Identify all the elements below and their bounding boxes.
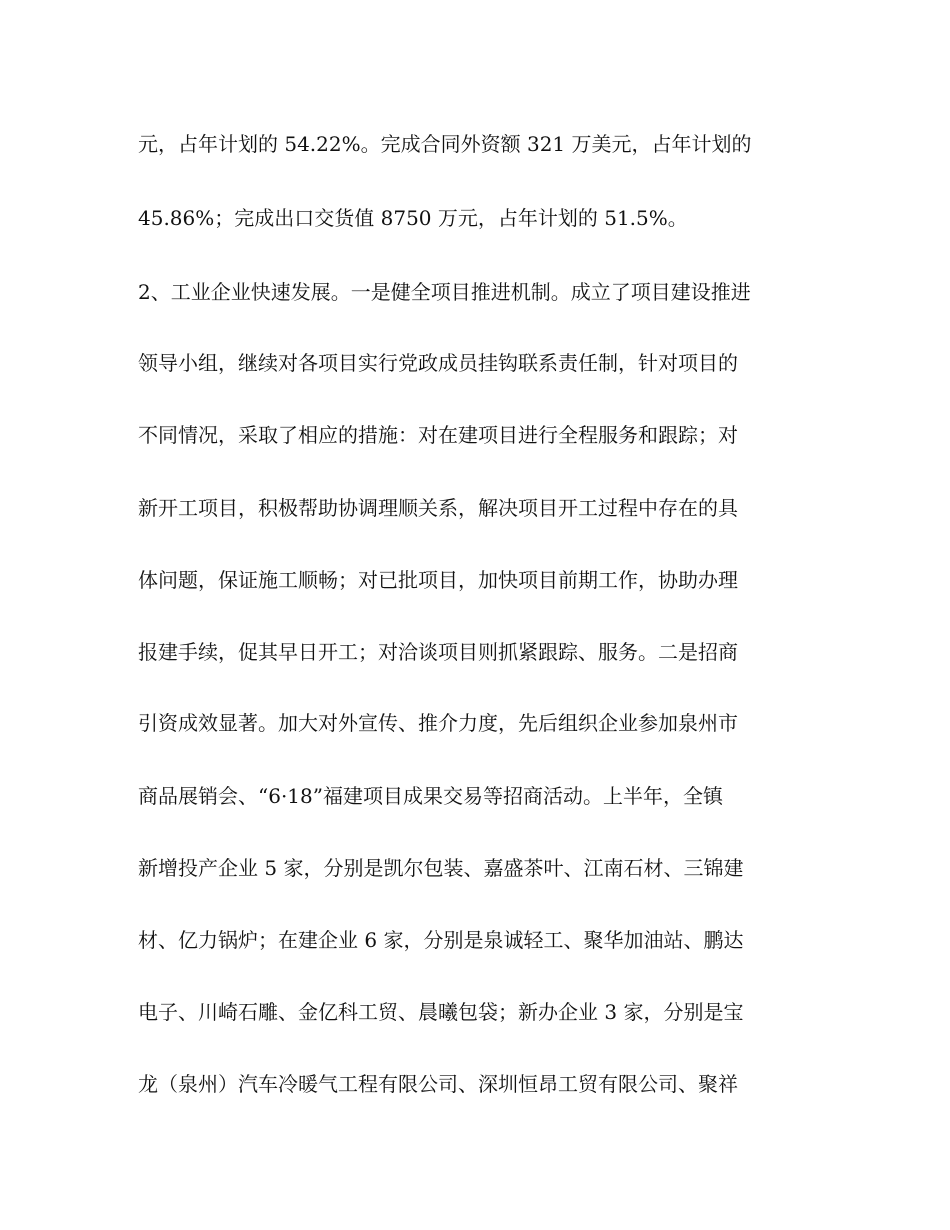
text-line: 45.86%；完成出口交货值 8750 万元，占年计划的 51.5%。: [138, 206, 688, 230]
text-line: 体问题，保证施工顺畅；对已批项目，加快项目前期工作，协助办理: [138, 568, 738, 592]
text-line: 新增投产企业 5 家，分别是凯尔包装、嘉盛茶叶、江南石材、三锦建: [138, 856, 744, 880]
text-line: 元，占年计划的 54.22%。完成合同外资额 321 万美元，占年计划的: [138, 132, 752, 156]
text-line: 2、工业企业快速发展。一是健全项目推进机制。成立了项目建设推进: [138, 280, 751, 304]
text-line: 不同情况，采取了相应的措施：对在建项目进行全程服务和跟踪；对: [138, 423, 738, 447]
text-line: 报建手续，促其早日开工；对洽谈项目则抓紧跟踪、服务。二是招商: [138, 640, 738, 664]
text-line: 龙（泉州）汽车冷暖气工程有限公司、深圳恒昂工贸有限公司、聚祥: [138, 1072, 738, 1096]
text-line: 新开工项目，积极帮助协调理顺关系，解决项目开工过程中存在的具: [138, 496, 738, 520]
text-line: 引资成效显著。加大对外宣传、推介力度，先后组织企业参加泉州市: [138, 711, 738, 735]
text-line: 商品展销会、“6·18”福建项目成果交易等招商活动。上半年，全镇: [138, 784, 723, 808]
text-line: 领导小组，继续对各项目实行党政成员挂钩联系责任制，针对项目的: [138, 351, 738, 375]
text-line: 材、亿力锅炉；在建企业 6 家，分别是泉诚轻工、聚华加油站、鹏达: [138, 928, 744, 952]
text-line: 电子、川崎石雕、金亿科工贸、晨曦包袋；新办企业 3 家，分别是宝: [138, 1000, 744, 1024]
